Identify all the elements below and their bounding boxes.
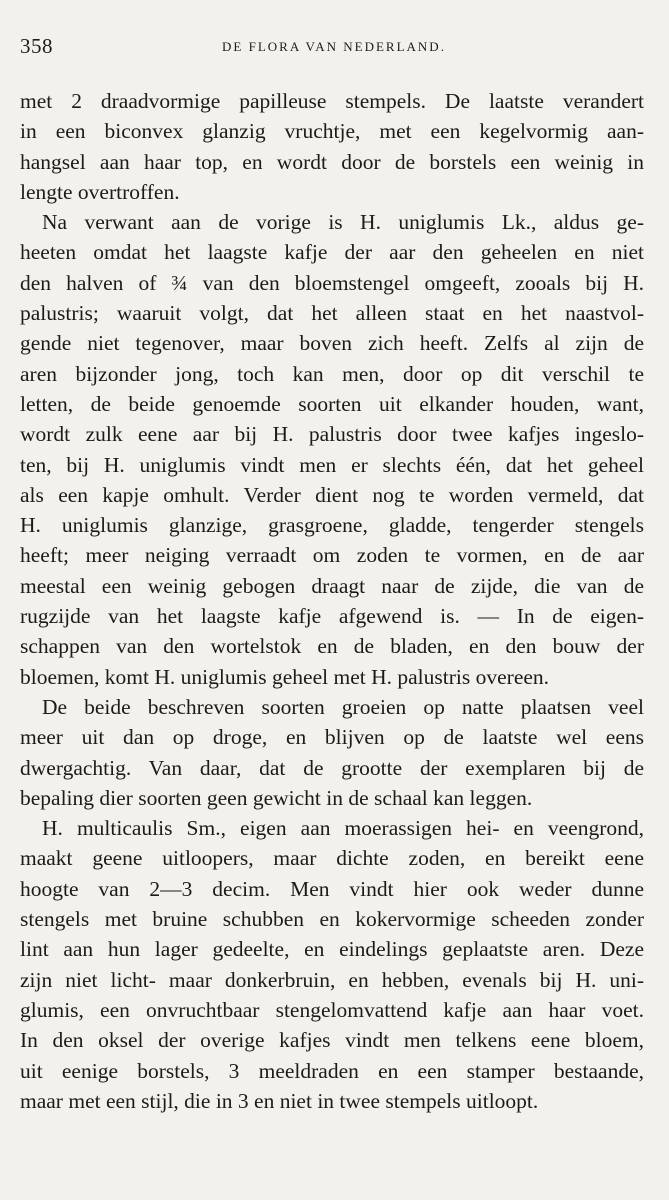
text-line: uit eenige borstels, 3 meeldraden en een stamper bestaande, — [20, 1058, 644, 1083]
text-line: zijn niet licht- maar donkerbruin, en hebben, evenals bij H. uni- — [20, 967, 644, 992]
page-number: 358 — [20, 34, 53, 58]
text-line: schappen van den wortelstok en de bladen, en den bouw der — [20, 634, 644, 659]
text-line: H. uniglumis glanzige, grasgroene, gladde, tengerder stengels — [20, 513, 644, 538]
text-line: bloemen, komt H. uniglumis geheel met H. palustris overeen. — [20, 664, 550, 689]
text-line: met 2 draadvormige papilleuse stempels. De laatste verandert — [20, 89, 644, 113]
text-line: in een biconvex glanzig vruchtje, met een kegelvormig aan- — [20, 119, 644, 144]
text-line: lengte overtroffen. — [20, 179, 180, 204]
text-line: meestal een weinig gebogen draagt naar de zijde, die van de — [20, 573, 644, 598]
text-line: hoogte van 2—3 decim. Men vindt hier ook weder dunne — [20, 876, 644, 901]
text-line: meer uit dan op droge, en blijven op de laatste wel eens — [20, 725, 644, 750]
text-line: heeft; meer neiging verraadt om zoden te vormen, en de aar — [20, 543, 644, 568]
text-line: aren bijzonder jong, toch kan men, door op dit verschil te — [20, 361, 644, 386]
text-line: H. multicaulis Sm., eigen aan moerassigen hei- en veengrond, — [42, 816, 644, 841]
page-header — [20, 34, 648, 62]
text-line: heeten omdat het laagste kafje der aar den geheelen en niet — [20, 240, 644, 265]
text-line: gende niet tegenover, maar boven zich heeft. Zelfs al zijn de — [20, 331, 644, 356]
text-line: De beide beschreven soorten groeien op natte plaatsen veel — [42, 694, 644, 719]
text-line: als een kapje omhult. Verder dient nog te worden vermeld, dat — [20, 482, 644, 507]
text-line: bepaling dier soorten geen gewicht in de schaal kan leggen. — [20, 785, 533, 810]
text-line: In den oksel der overige kafjes vindt men telkens eene bloem, — [20, 1028, 644, 1053]
text-line: letten, de beide genoemde soorten uit elkander houden, want, — [20, 391, 644, 416]
text-line: rugzijde van het laagste kafje afgewend is. — In de eigen- — [20, 604, 644, 629]
text-line: dwergachtig. Van daar, dat de grootte der exemplaren bij de — [20, 755, 644, 780]
text-line: Na verwant aan de vorige is H. uniglumis Lk., aldus ge- — [42, 210, 644, 235]
text-line: maakt geene uitloopers, maar dichte zoden, en bereikt eene — [20, 846, 644, 871]
text-line: ten, bij H. uniglumis vindt men er slechts één, dat het geheel — [20, 452, 644, 477]
text-line: lint aan hun lager gedeelte, en eindelings geplaatste aren. Deze — [20, 937, 644, 962]
text-line: hangsel aan haar top, en wordt door de borstels een weinig in — [20, 149, 644, 174]
text-line: glumis, een onvruchtbaar stengelomvattend kafje aan haar voet. — [20, 997, 644, 1022]
body-text — [20, 86, 644, 1116]
running-title: DE FLORA VAN NEDERLAND. — [222, 39, 446, 54]
text-line: palustris; waaruit volgt, dat het alleen staat en het naastvol- — [20, 301, 644, 326]
text-line: maar met een stijl, die in 3 en niet in twee stempels uitloopt. — [20, 1088, 539, 1113]
text-line: den halven of ¾ van den bloemstengel omgeeft, zooals bij H. — [20, 270, 644, 295]
text-line: wordt zulk eene aar bij H. palustris door twee kafjes ingeslo- — [20, 422, 644, 447]
text-line: stengels met bruine schubben en kokervormige scheeden zonder — [20, 907, 644, 932]
